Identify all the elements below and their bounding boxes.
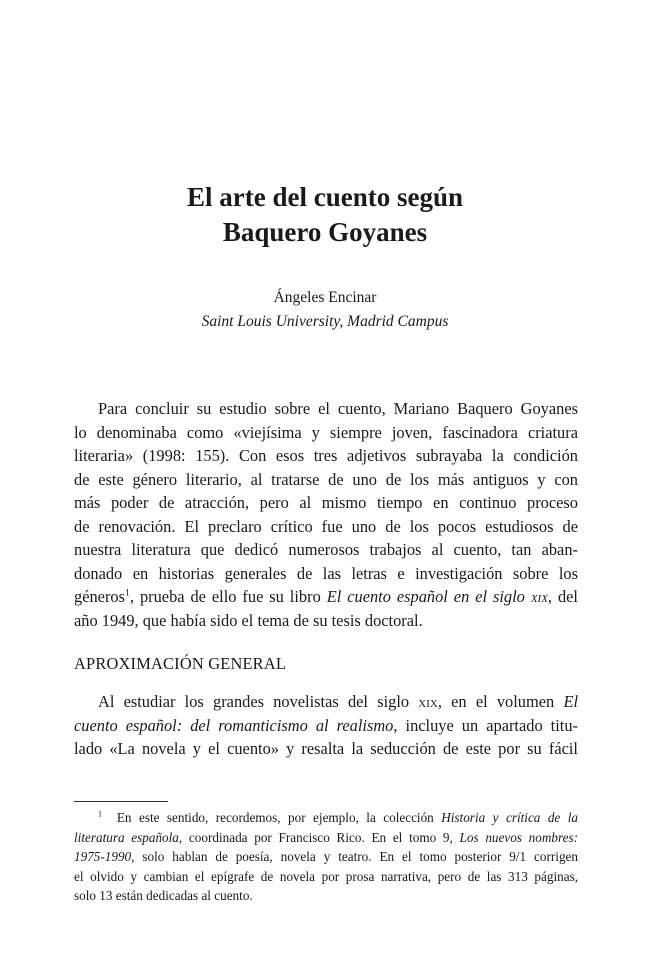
text-line: lado «La novela y el cuento» y resalta la seducción de este por su fácil (74, 739, 578, 758)
author-affiliation: Saint Louis University, Madrid Campus (201, 313, 449, 330)
footnote-ref[interactable]: 1 (124, 587, 130, 599)
text-fragment: , solo hablan de poesía, novela y teatro. En el tomo posterior 9/1 corrigen (131, 849, 578, 865)
century-numeral: xix (418, 692, 438, 711)
footnote-line (74, 808, 578, 828)
article-title (0, 180, 650, 250)
book-title (327, 587, 548, 606)
footnote-line (74, 847, 578, 867)
text-fragment: géneros (74, 587, 125, 606)
book-title: Historia y crítica de la (441, 810, 578, 825)
book-title: El (563, 692, 579, 711)
text-line (74, 585, 578, 609)
text-fragment: , incluye un apartado titu- (393, 715, 578, 735)
text-fragment: Al estudiar los grandes novelistas del siglo (98, 692, 419, 711)
text-fragment: , coordinada por Francisco Rico. En el tomo 9, (178, 829, 460, 845)
paragraph-1 (74, 397, 578, 632)
text-line: literaria» (1998: 155). Con esos tres adjetivos subrayaba la condición (74, 446, 578, 465)
book-title: 1975-1990 (74, 849, 132, 865)
footnote-line: el olvido y cambian el epígrafe de novela por prosa narrativa, pero de las 313 páginas, (74, 868, 578, 884)
text-line: lo denominaba como «viejísima y siempre joven, fascinadora criatura (74, 422, 578, 442)
text-fragment: , del (547, 587, 578, 606)
text-fragment: , en el volumen (437, 692, 564, 711)
text-fragment: , prueba de ello fue su libro (129, 587, 327, 606)
footnote-divider (74, 801, 168, 802)
century-numeral: xix (530, 587, 548, 606)
text-line: de este género literario, al tratarse de uno de los más antiguos y con (74, 469, 578, 489)
text-line: más poder de atracción, pero al mismo tiempo en continuo proceso (74, 493, 578, 512)
book-title-text: El cuento español en el siglo (326, 587, 531, 606)
text-line: donado en historias generales de las letras e investigación sobre los (74, 563, 578, 583)
paragraph-2 (74, 690, 578, 761)
text-line: año 1949, que había sido el tema de su tesis doctoral. (74, 610, 423, 630)
book-title: literatura española (74, 829, 179, 845)
author-name: Ángeles Encinar (273, 289, 377, 306)
text-line: de renovación. El preclaro crítico fue uno de los pocos estudiosos de (74, 516, 578, 536)
text-line: nuestra literatura que dedicó numerosos trabajos al cuento, tan aban- (74, 540, 578, 559)
book-title: cuento español: del romanticismo al realismo (74, 715, 394, 735)
title-line-2: Baquero Goyanes (222, 217, 428, 247)
text-fragment: En este sentido, recordemos, por ejemplo, la colección (116, 810, 442, 825)
title-line-1: El arte del cuento según (187, 182, 463, 212)
footnote-1 (74, 808, 578, 906)
text-line (74, 714, 578, 738)
footnote-number: 1 (98, 809, 102, 819)
section-heading: APROXIMACIÓN GENERAL (74, 654, 287, 673)
text-line (74, 690, 578, 714)
text-line: Para concluir su estudio sobre el cuento, Mariano Baquero Goyanes (98, 399, 578, 418)
book-title: Los nuevos nombres: (459, 829, 578, 845)
footnote-line (74, 828, 578, 848)
footnote-line: solo 13 están dedicadas al cuento. (74, 888, 253, 904)
